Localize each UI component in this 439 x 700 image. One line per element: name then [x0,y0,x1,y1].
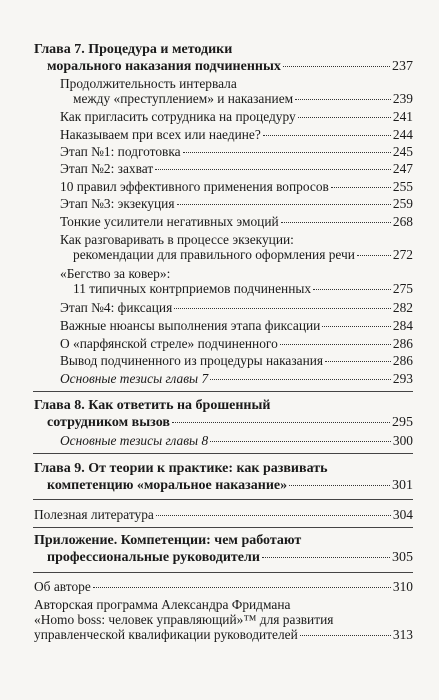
dot-leader [210,379,391,380]
toc-item-page: 284 [392,318,413,333]
toc-item-page: 247 [392,161,413,176]
toc-item-line-1: Как разговаривать в процессе экзекуции: [60,232,294,247]
toc-item-page: 268 [392,214,413,229]
dot-leader [283,66,390,67]
dot-leader [357,255,391,256]
toc-item-text: Как пригласить сотрудника на процедуру [60,109,296,124]
toc-item-text: О «парфянской стреле» подчиненного [60,336,278,351]
toc-item-page: 245 [392,144,413,159]
toc-item [60,179,413,194]
toc-item [60,232,413,262]
dot-leader [183,152,391,153]
toc-item [60,161,413,176]
chapter-7-page: 237 [392,59,413,74]
chapter-7-entry [34,42,413,75]
literature-text: Полезная литература [34,507,154,522]
author-entry [34,579,413,594]
dot-leader [300,635,391,636]
toc-item [60,127,413,142]
toc-item [60,76,413,106]
chapter-8-title-line-2: сотрудником вызов [47,415,170,430]
program-line-3: управленческой квалификации руководителей [34,627,298,642]
separator-line [33,527,413,528]
dot-leader [281,222,391,223]
toc-item [60,318,413,333]
dot-leader [93,587,391,588]
toc-item-line-1: Продолжительность интервала [60,76,237,91]
toc-item-text: Тонкие усилители негативных эмоций [60,214,279,229]
toc-item-text: Наказываем при всех или наедине? [60,127,261,142]
toc-item-text: Вывод подчиненного из процедуры наказания [60,353,324,368]
toc-item-page: 244 [392,127,413,142]
toc-item-text: Этап №4: фиксация [60,300,173,315]
chapter-9-title-line-2: компетенцию «моральное наказание» [47,478,288,493]
chapter-7-title-line-2: морального наказания подчиненных [47,59,281,74]
toc-item-page: 272 [392,247,413,262]
appendix-title-line-1: Приложение. Компетенции: чем работают [34,533,302,548]
toc-item [60,433,413,448]
dot-leader [155,169,391,170]
chapter-8-entry [34,398,413,431]
chapter-9-title-line-1: Глава 9. От теории к практике: как развивать [34,461,328,476]
toc-item-page: 259 [392,196,413,211]
toc-item-line-1: «Бегство за ковер»: [60,266,171,281]
appendix-entry [34,533,413,566]
toc-item-line-2: 11 типичных контрприемов подчиненных [73,281,312,296]
dot-leader [262,557,390,558]
dot-leader [298,117,391,118]
dot-leader [325,361,391,362]
toc-item-text: Этап №1: подготовка [60,144,181,159]
chapter-7-summary-text: Основные тезисы главы 7 [60,371,209,386]
separator-line [33,499,413,500]
toc-item-page: 239 [392,91,413,106]
author-page: 310 [392,579,413,594]
dot-leader [295,99,391,100]
dot-leader [177,204,391,205]
appendix-title-line-2: профессиональные руководители [47,550,260,565]
chapter-8-summary-text: Основные тезисы главы 8 [60,433,209,448]
toc-item [60,214,413,229]
toc-item [60,336,413,351]
appendix-page: 305 [392,550,413,565]
dot-leader [280,344,391,345]
toc-item [60,371,413,386]
program-entry [34,597,413,642]
toc-item-text: 10 правил эффективного применения вопросов [60,179,329,194]
toc-item-page: 293 [392,371,413,386]
chapter-8-page: 295 [392,415,413,430]
separator-line [33,453,413,454]
toc-item [60,353,413,368]
toc-item-line-2: рекомендации для правильного оформления речи [73,247,355,262]
toc-item-text: Этап №3: экзекуция [60,196,175,211]
toc-item-text: Важные нюансы выполнения этапа фиксации [60,318,321,333]
dot-leader [156,515,391,516]
separator-line [33,391,413,392]
dot-leader [263,135,391,136]
author-text: Об авторе [34,579,91,594]
toc-item-text: Этап №2: захват [60,161,154,176]
toc-item-page: 286 [392,353,413,368]
toc-item [60,144,413,159]
dot-leader [313,289,391,290]
toc-item-page: 275 [392,281,413,296]
separator-line [33,572,413,573]
toc-item-page: 255 [392,179,413,194]
dot-leader [322,326,391,327]
chapter-9-entry [34,461,413,494]
literature-entry [34,507,413,522]
chapter-8-title-line-1: Глава 8. Как ответить на брошенный [34,398,271,413]
toc-item [60,300,413,315]
toc-item-page: 300 [392,433,413,448]
literature-page: 304 [392,507,413,522]
toc-item-page: 282 [392,300,413,315]
program-page: 313 [392,627,413,642]
toc-item-page: 241 [392,109,413,124]
dot-leader [174,308,391,309]
program-line-2: «Homo boss: человек управляющий»™ для развития [34,612,334,627]
dot-leader [172,422,390,423]
toc-item [60,109,413,124]
toc-item-line-2: между «преступлением» и наказанием [73,91,294,106]
dot-leader [331,187,391,188]
toc-item [60,266,413,296]
chapter-9-page: 301 [392,478,413,493]
dot-leader [289,485,390,486]
chapter-7-title-line-1: Глава 7. Процедура и методики [34,42,233,57]
toc-item [60,196,413,211]
program-line-1: Авторская программа Александра Фридмана [34,597,291,612]
toc-item-page: 286 [392,336,413,351]
dot-leader [210,441,391,442]
